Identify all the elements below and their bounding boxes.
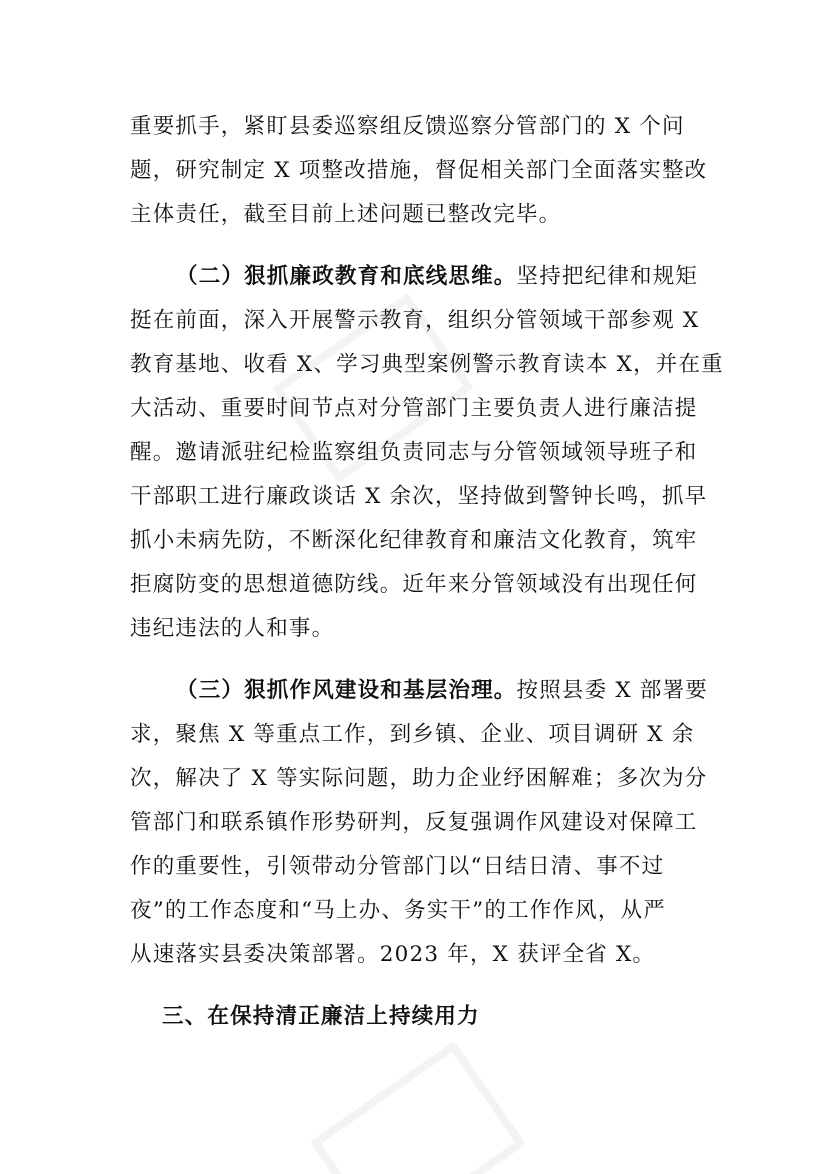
paragraph-line: 教育基地、收看 X、学习典型案例警示教育读本 X，并在重 [130,352,724,377]
paragraph-text: 按照县委 X 部署要 [516,678,708,703]
paragraph-line: 夜”的工作态度和“马上办、务实干”的工作作风，从严 [130,898,666,923]
paragraph-line: 拒腐防变的思想道德防线。近年来分管领域没有出现任何 [130,572,698,597]
paragraph-first-line [176,673,708,704]
paragraph-line: 抓小未病先防，不断深化纪律教育和廉洁文化教育，筑牢 [130,528,698,553]
paragraph-first-line [176,259,698,290]
paragraph-line: 从速落实县委决策部署。2023 年，X 获评全省 X。 [130,942,656,967]
paragraph-text: 坚持把纪律和规矩 [516,264,699,289]
paragraph-line: 大活动、重要时间节点对分管部门主要负责人进行廉洁提 [130,396,698,421]
paragraph-line: 挺在前面，深入开展警示教育，组织分管领域干部参观 X [130,308,700,333]
paragraph-heading: （三）狠抓作风建设和基层治理。 [176,678,517,703]
section-heading: 三、在保持清正廉洁上持续用力 [162,1004,480,1029]
paragraph-line: 题，研究制定 X 项整改措施，督促相关部门全面落实整改 [130,158,708,183]
paragraph-line: 醒。邀请派驻纪检监察组负责同志与分管领域领导班子和 [130,440,698,465]
paragraph-line: 求，聚焦 X 等重点工作，到乡镇、企业、项目调研 X 余 [130,722,695,747]
watermark-mark [310,1041,526,1174]
paragraph-line: 管部门和联系镇作形势研判，反复强调作风建设对保障工 [130,810,698,835]
paragraph-line: 次，解决了 X 等实际问题，助力企业纾困解难；多次为分 [130,766,708,791]
paragraph-heading: （二）狠抓廉政教育和底线思维。 [176,264,517,289]
paragraph-line: 作的重要性，引领带动分管部门以“日结日清、事不过 [130,854,665,879]
paragraph-line: 重要抓手，紧盯县委巡察组反馈巡察分管部门的 X 个问 [130,114,685,139]
paragraph-line: 干部职工进行廉政谈话 X 余次，坚持做到警钟长鸣，抓早 [130,484,708,509]
paragraph-line: 违纪违法的人和事。 [130,616,335,641]
paragraph-line: 主体责任，截至目前上述问题已整改完毕。 [130,202,562,227]
